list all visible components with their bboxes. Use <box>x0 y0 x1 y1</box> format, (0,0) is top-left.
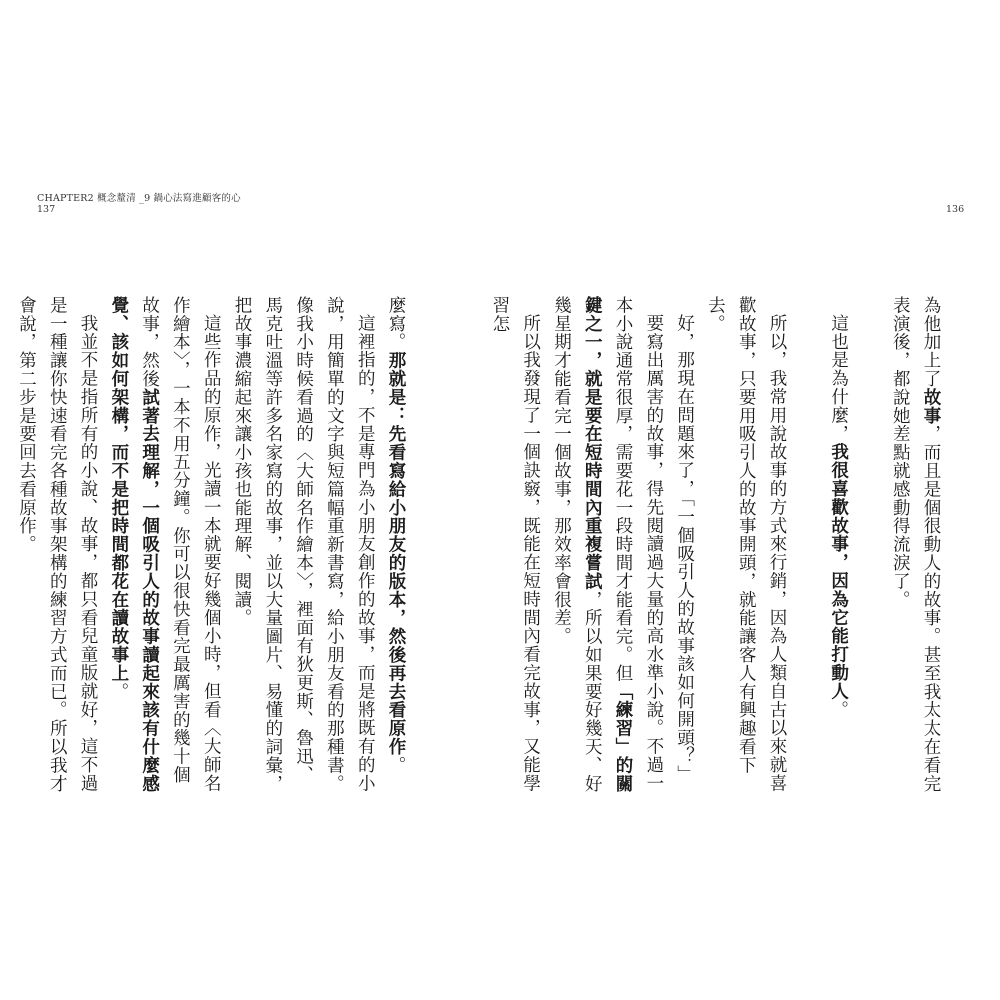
text-run: ，所以如果要好幾天、好幾星期才能看完一個故事，那效率會很差。 <box>551 296 603 793</box>
emphasis-text: 那就是：先看寫給小朋友的版本，然後再去看原作 <box>386 351 406 757</box>
paragraph: 好，那現在問題來了，「一個吸引人的故事該如何開頭？」 <box>674 313 695 784</box>
emphasis-text: 故事 <box>921 388 941 425</box>
paragraph: 所以，我常用說故事的方式來行銷，因為人類自古以來就喜歡故事，只要用吸引人的故事開頭，就能讓客人有興趣看下去。 <box>705 296 788 792</box>
paragraph: 這裡指的，不是專門為小朋友創作的故事，而是將既有的小說，用簡單的文字與短篇幅重新書寫，給小朋友看的那種書。像我小時候看過的〈大師名作繪本〉，裡面有狄更斯、魯迅、馬克吐溫等許多名家寫的故事，並以大量圖片、易懂的詞彙，把故事濃縮起來讓小孩也能理解、閱讀。 <box>232 296 376 793</box>
text-run: 這也是為什麼， <box>828 313 849 443</box>
paragraph <box>380 296 411 796</box>
running-head: CHAPTER2 概念釐清 _9 鍋心法寫進顧客的心 <box>37 193 241 204</box>
paragraph <box>103 296 226 796</box>
paragraph: 我並不是指所有的小說、故事，都只看兒童版就好，這不過是一種讓你快速看完各種故事架構的練習方式而已。所以我才會說，第二步是要回去看原作。 <box>16 296 99 793</box>
emphasis-text: 我很喜歡故事，因為它能打動人 <box>828 442 849 700</box>
paragraph <box>546 296 669 796</box>
paragraph-gap <box>854 296 885 796</box>
emphasis-text: 「練習」的關鍵之一，就是要在短時間內重複嘗試 <box>582 296 634 793</box>
left-page-body <box>16 296 411 796</box>
emphasis-text: 試著去理解，一個吸引人的故事讀起來該有什麼感覺、該如何架構，而不是把時間都花在讀故事上 <box>108 296 160 793</box>
paragraph <box>823 296 854 796</box>
left-page-number: 137 <box>37 204 56 215</box>
right-page-number: 136 <box>946 204 965 215</box>
text-run: 麼寫。 <box>386 296 406 352</box>
text-run: 。 <box>108 682 129 701</box>
text-run: 。 <box>828 699 849 719</box>
text-run: 要寫出厲害的故事，得先閱讀過大量的高水準小說。不過一本小說通常很厚，需要花一段時間才能看完。但 <box>613 296 664 792</box>
right-page-body <box>489 296 946 796</box>
text-run: ，而且是個很動人的故事。甚至我太太在看完表演後，都說她差點就感動得流淚了。 <box>890 296 941 793</box>
paragraph-gap <box>792 296 823 796</box>
text-run: 。 <box>386 756 406 775</box>
text-run: 為他加上了 <box>921 296 941 388</box>
text-run: 這些作品的原作，光讀一本就要好幾個小時，但看〈大師名作繪本〉，一本不用五分鐘。你可以很快看完最厲害的幾十個故事，然後 <box>139 296 222 792</box>
paragraph <box>884 296 946 796</box>
paragraph: 所以我發現了一個訣竅，既能在短時間內看完故事，又能學習怎 <box>489 296 541 792</box>
